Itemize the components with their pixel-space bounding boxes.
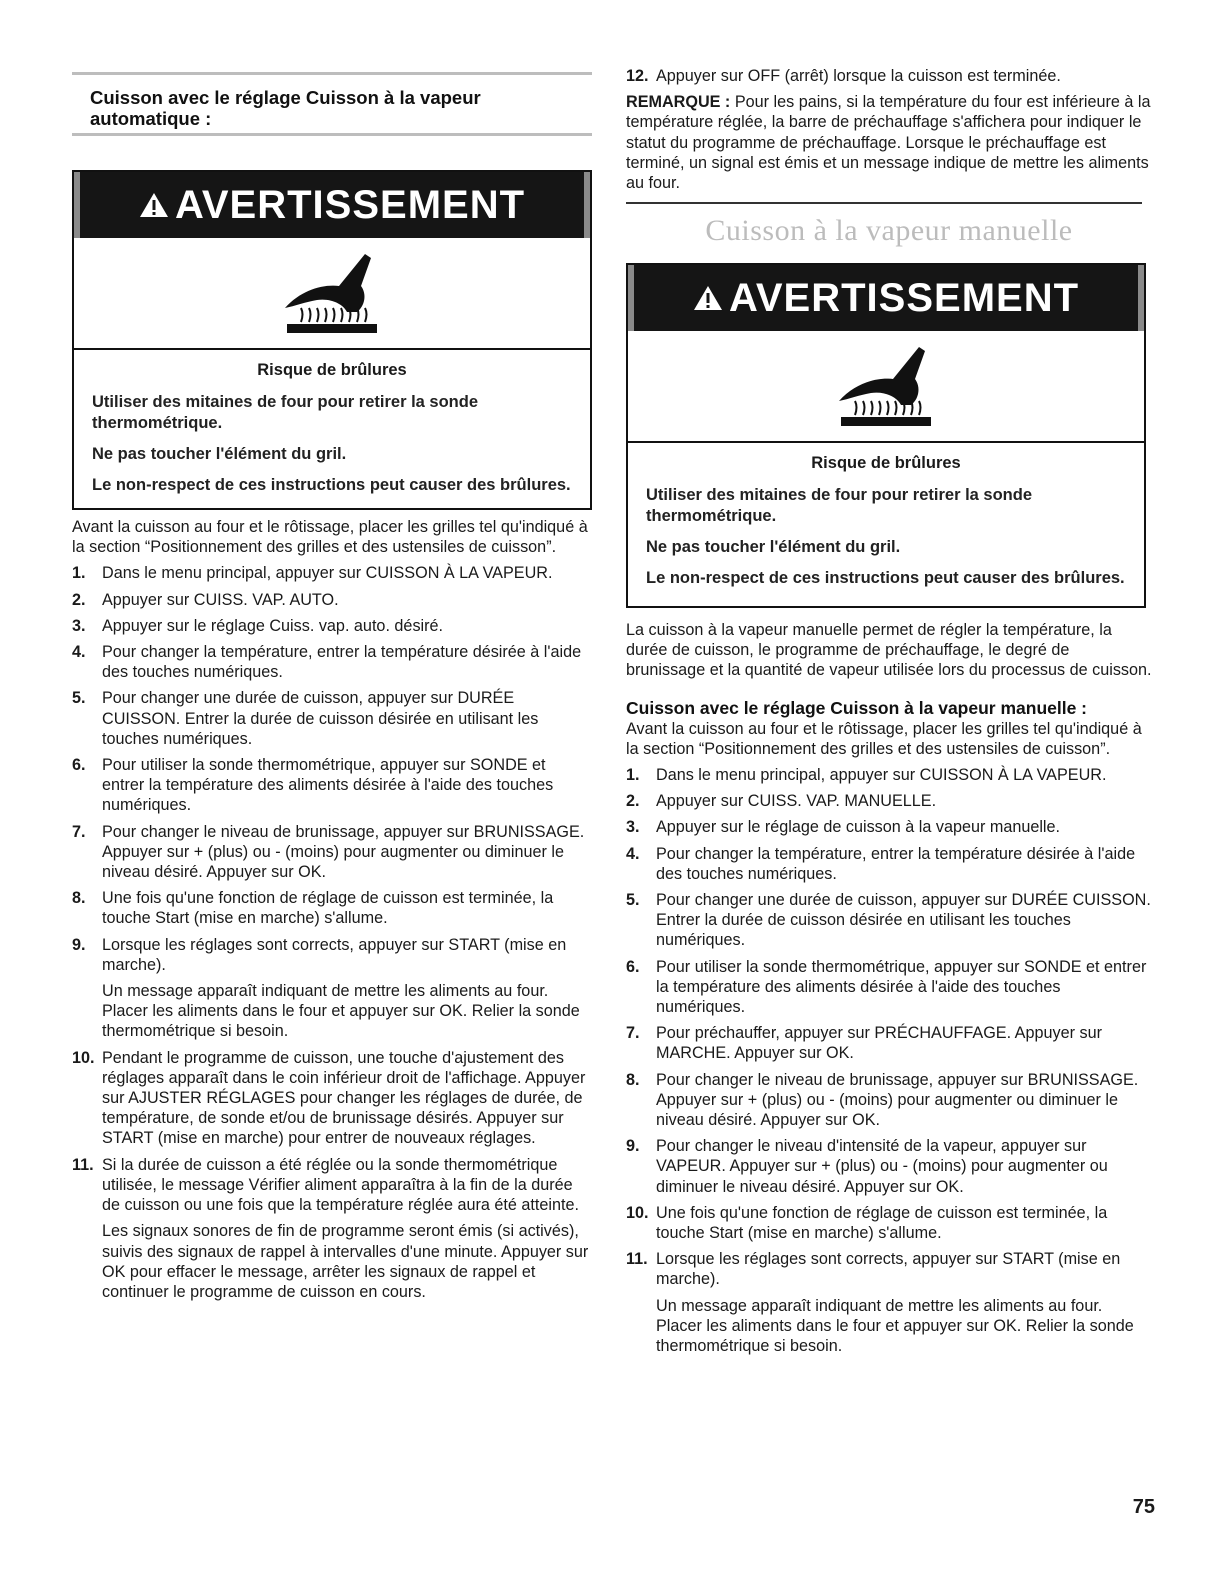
step-text: Pour changer la température, entrer la température désirée à l'aide des touches numériques.: [656, 844, 1136, 883]
step-number: 1.: [72, 564, 86, 583]
step-number: 9.: [72, 935, 86, 954]
warning-line-mitts: Utiliser des mitaines de four pour retirer la sonde thermométrique.: [646, 486, 1033, 525]
list-item: [72, 563, 592, 583]
step-number: 9.: [626, 1137, 640, 1156]
step-text: Appuyer sur le réglage de cuisson à la vapeur manuelle.: [656, 818, 1061, 837]
step-text: Lorsque les réglages sont corrects, appuyer sur START (mise en marche).: [102, 935, 567, 974]
note-paragraph: [626, 92, 1152, 193]
step-text: Une fois qu'une fonction de réglage de cuisson est terminée, la touche Start (mise en marche) s'allume.: [656, 1203, 1108, 1243]
sub-heading-manual: Cuisson avec le réglage Cuisson à la vapeur manuelle :: [626, 697, 1088, 718]
list-item: [626, 957, 1152, 1018]
step-extra-text: Un message apparaît indiquant de mettre les aliments au four. Placer les aliments dans le four et appuyer sur OK. Relier la sonde thermométrique si besoin.: [102, 982, 580, 1041]
left-body: [72, 517, 592, 1308]
step-number: 4.: [626, 844, 640, 863]
step-number: 5.: [72, 689, 86, 708]
list-item: [72, 642, 592, 682]
step-list-manual: [626, 765, 1152, 1356]
step-number: 2.: [626, 792, 640, 811]
page-number: 75: [1132, 1496, 1155, 1518]
warning-line-grill: Ne pas toucher l'élément du gril.: [646, 538, 901, 556]
step-text: Pour changer le niveau d'intensité de la vapeur, appuyer sur VAPEUR. Appuyer sur + (plus) ou - (moins) pour augmenter ou diminuer le niveau désiré. Appuyer sur OK.: [656, 1137, 1108, 1196]
step-number: 1.: [626, 766, 640, 785]
burn-hazard-area: [74, 238, 590, 350]
warning-risk: Risque de brûlures: [811, 454, 961, 472]
step-number: 8.: [626, 1070, 640, 1089]
step-number: 4.: [72, 643, 86, 662]
step-extra-text: Les signaux sonores de fin de programme seront émis (si activés), suivis des signaux de rappel à intervalles d'une minute. Appuyer sur OK pour effacer le message, arrêter les signaux de rappel et continuer le programme de cuisson en cours.: [102, 1222, 589, 1301]
warning-triangle-icon: [139, 191, 169, 219]
step-text: Pour utiliser la sonde thermométrique, appuyer sur SONDE et entrer la température des aliments désirée à l'aide des touches numériques.: [656, 957, 1147, 1017]
step-number: 11.: [626, 1250, 648, 1269]
step-number: 10.: [72, 1048, 95, 1067]
step-text: Pour utiliser la sonde thermométrique, appuyer sur SONDE et entrer la température des aliments désirée à l'aide des touches numériques.: [102, 756, 554, 815]
warning-body: [74, 350, 590, 496]
list-item: [72, 935, 592, 1042]
step-text: Lorsque les réglages sont corrects, appuyer sur START (mise en marche).: [656, 1250, 1121, 1289]
step-number: 8.: [72, 889, 86, 908]
hand-burn-hazard-icon: [277, 250, 387, 336]
list-item: [626, 791, 1152, 811]
step-number: 5.: [626, 891, 640, 910]
list-item: [72, 755, 592, 816]
section-divider: [626, 202, 1142, 204]
step-text: Pour changer la température, entrer la température désirée à l'aide des touches numériques.: [102, 643, 582, 682]
warning-box-auto: [72, 170, 592, 510]
warning-body: [628, 443, 1144, 589]
warning-box-manual: [626, 263, 1146, 608]
list-item: [626, 1249, 1152, 1356]
step-number: 11.: [72, 1155, 94, 1174]
step-number: 2.: [72, 590, 86, 609]
burn-hazard-area: [628, 331, 1144, 443]
section-heading-auto: [72, 72, 592, 136]
step-number: 3.: [626, 818, 640, 837]
warning-line-consequence: Le non-respect de ces instructions peut causer des brûlures.: [646, 569, 1125, 587]
list-item: [626, 890, 1152, 951]
step-text: Dans le menu principal, appuyer sur CUISSON À LA VAPEUR.: [656, 766, 1107, 785]
intro-paragraph: Avant la cuisson au four et le rôtissage, placer les grilles tel qu'indiqué à la section “Positionnement des grilles et des ustensiles de cuisson”.: [72, 518, 588, 557]
list-item: [72, 590, 592, 610]
list-item: [72, 1048, 592, 1149]
list-item: [72, 1155, 592, 1302]
intro-paragraph: Avant la cuisson au four et le rôtissage, placer les grilles tel qu'indiqué à la section “Positionnement des grilles et des ustensiles de cuisson”.: [626, 719, 1142, 758]
step-text: Appuyer sur OFF (arrêt) lorsque la cuisson est terminée.: [656, 67, 1061, 85]
step-list-auto: [72, 563, 592, 1302]
warning-risk: Risque de brûlures: [257, 361, 407, 379]
step-text: Une fois qu'une fonction de réglage de cuisson est terminée, la touche Start (mise en marche) s'allume.: [102, 889, 554, 928]
list-item: [626, 765, 1152, 785]
list-item: [626, 66, 1152, 86]
warning-title: AVERTISSEMENT: [174, 182, 526, 227]
step-text: Appuyer sur CUISS. VAP. AUTO.: [102, 590, 339, 609]
step-text: Pour préchauffer, appuyer sur PRÉCHAUFFAGE. Appuyer sur MARCHE. Appuyer sur OK.: [656, 1024, 1102, 1063]
step-number: 6.: [626, 957, 640, 976]
step-text: Pendant le programme de cuisson, une touche d'ajustement des réglages apparaît dans le coin inférieur droit de l'affichage. Appuyer sur AJUSTER RÉGLAGES pour changer les réglages de durée, de température, de sonde et/ou de brunissage désirés. Appuyer sur START (mise en marche) pour entrer de nouveaux réglages.: [102, 1048, 586, 1148]
note-label: REMARQUE :: [626, 93, 731, 112]
step-number: 7.: [72, 822, 86, 841]
warning-line-mitts: Utiliser des mitaines de four pour retirer la sonde thermométrique.: [92, 393, 479, 432]
step-text: Pour changer une durée de cuisson, appuyer sur DURÉE CUISSON. Entrer la durée de cuisson désirée en utilisant les touches numériques.: [102, 689, 539, 748]
warning-line-grill: Ne pas toucher l'élément du gril.: [92, 445, 347, 463]
step-list-continued: [626, 66, 1152, 86]
list-item: [626, 844, 1152, 884]
list-item: [626, 1203, 1152, 1243]
right-body: [626, 620, 1152, 1362]
warning-banner: [628, 265, 1144, 331]
manual-intro-paragraph: La cuisson à la vapeur manuelle permet de régler la température, la durée de cuisson, le programme de préchauffage, le degré de brunissage et la quantité de vapeur utilisée lors du processus de cuisson.: [626, 621, 1152, 680]
list-item: [72, 688, 592, 749]
right-top-block: [626, 66, 1152, 193]
step-text: Dans le menu principal, appuyer sur CUISSON À LA VAPEUR.: [102, 564, 553, 583]
step-number: 3.: [72, 616, 86, 635]
list-item: [72, 822, 592, 883]
section-title-manual: Cuisson à la vapeur manuelle: [705, 214, 1073, 247]
note-text: Pour les pains, si la température du four est inférieure à la température réglée, la barre de préchauffage s'affichera pour indiquer le statut du programme de préchauffage. Lorsque le préchauffage est terminé, un signal est émis et un message indique de mettre les aliments au four.: [626, 93, 1151, 193]
step-extra-text: Un message apparaît indiquant de mettre les aliments au four. Placer les aliments dans le four et appuyer sur OK. Relier la sonde thermométrique si besoin.: [656, 1296, 1134, 1356]
step-number: 12.: [626, 67, 649, 85]
step-text: Pour changer le niveau de brunissage, appuyer sur BRUNISSAGE. Appuyer sur + (plus) ou - (moins) pour augmenter ou diminuer le niveau désiré. Appuyer sur OK.: [102, 822, 585, 882]
step-text: Pour changer une durée de cuisson, appuyer sur DURÉE CUISSON. Entrer la durée de cuisson désirée en utilisant les touches numériques.: [656, 891, 1151, 950]
list-item: [626, 1023, 1152, 1063]
hand-burn-hazard-icon: [831, 343, 941, 429]
step-text: Appuyer sur le réglage Cuiss. vap. auto. désiré.: [102, 616, 444, 635]
step-number: 7.: [626, 1024, 640, 1043]
list-item: [72, 888, 592, 928]
section-heading-text: Cuisson avec le réglage Cuisson à la vapeur automatique :: [90, 87, 481, 129]
step-number: 10.: [626, 1203, 649, 1222]
step-text: Pour changer le niveau de brunissage, appuyer sur BRUNISSAGE. Appuyer sur + (plus) ou - (moins) pour augmenter ou diminuer le niveau désiré. Appuyer sur OK.: [656, 1070, 1139, 1130]
list-item: [626, 1136, 1152, 1197]
list-item: [72, 616, 592, 636]
step-text: Si la durée de cuisson a été réglée ou la sonde thermométrique utilisée, le message Vérifier aliment apparaîtra à la fin de la durée de cuisson ou une fois que la température réglée aura été atteinte.: [102, 1155, 579, 1215]
step-text: Appuyer sur CUISS. VAP. MANUELLE.: [656, 792, 937, 811]
warning-line-consequence: Le non-respect de ces instructions peut causer des brûlures.: [92, 476, 571, 494]
list-item: [626, 1070, 1152, 1131]
list-item: [626, 817, 1152, 837]
warning-triangle-icon: [693, 284, 723, 312]
warning-banner: [74, 172, 590, 238]
step-number: 6.: [72, 756, 86, 775]
warning-title: AVERTISSEMENT: [728, 275, 1080, 320]
